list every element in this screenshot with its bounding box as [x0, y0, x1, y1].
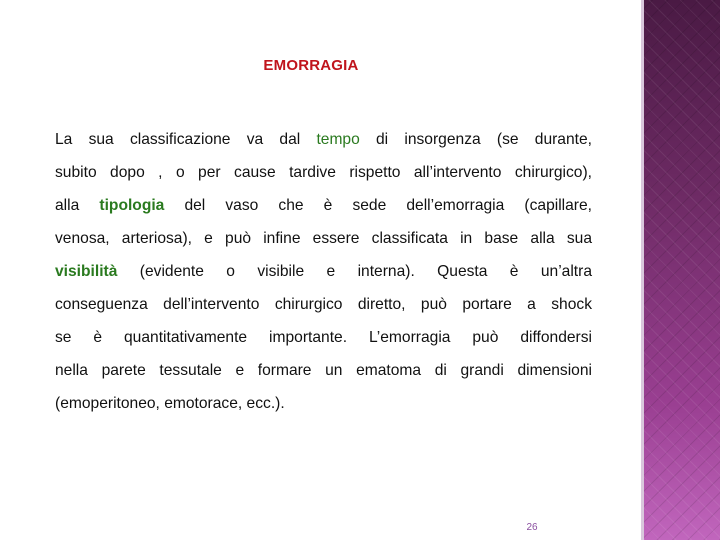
highlight-tipologia: tipologia: [99, 197, 165, 214]
text-line-1: [55, 123, 592, 156]
body-paragraph: [55, 123, 592, 420]
page-number: 26: [526, 522, 538, 533]
text-segment: del vaso che è sede dell’emorragia (capillare,: [164, 197, 593, 214]
text-line-3: [55, 189, 592, 222]
slide-title: EMORRAGIA: [263, 57, 359, 74]
text-line-7: se è quantitativamente importante. L’emorragia può diffondersi: [55, 329, 592, 346]
text-segment: La sua classificazione va dal: [55, 131, 317, 148]
highlight-visibilita: visibilità: [55, 263, 118, 280]
text-line-8: nella parete tessutale e formare un ematoma di grandi dimensioni: [55, 362, 592, 379]
text-line-2: subito dopo , o per cause tardive rispetto all’intervento chirurgico),: [55, 164, 592, 181]
text-segment: (evidente o visibile e interna). Questa è un’altra: [117, 263, 592, 280]
text-line-4: venosa, arteriosa), e può infine essere classificata in base alla sua: [55, 230, 592, 247]
text-segment: di insorgenza (se durante,: [359, 131, 592, 148]
text-line-9: (emoperitoneo, emotorace, ecc.).: [55, 395, 285, 412]
text-line-5: [55, 255, 592, 288]
decorative-side-panel: [644, 0, 720, 540]
text-line-6: conseguenza dell’intervento chirurgico diretto, può portare a shock: [55, 296, 592, 313]
text-segment: alla: [55, 197, 100, 214]
highlight-tempo: tempo: [316, 131, 360, 148]
